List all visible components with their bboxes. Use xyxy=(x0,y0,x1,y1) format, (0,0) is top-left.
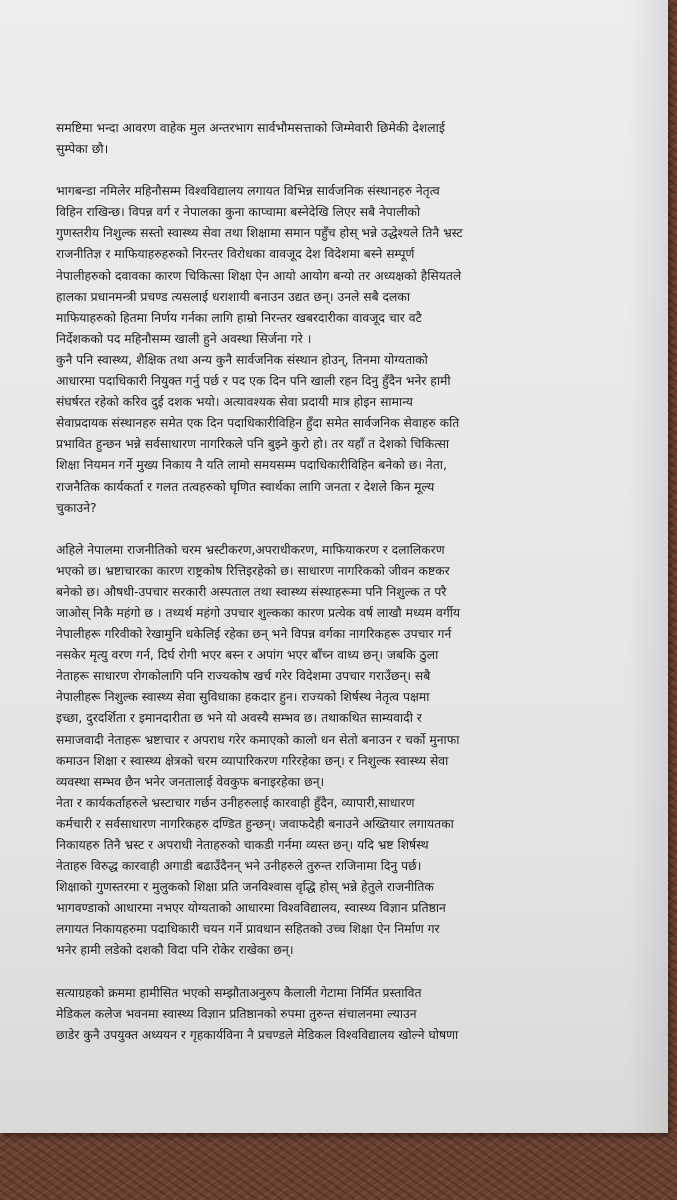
paragraph-gap xyxy=(56,519,638,540)
paragraph-3 xyxy=(56,540,638,962)
text-line: सुम्पेका छौ। xyxy=(56,142,109,157)
text-line: भागबन्डा नमिलेर महिनौसम्म विश्वविद्यालय लगायत विभिन्न सार्वजनिक संस्थानहरु नेतृत्व xyxy=(56,184,440,199)
text-line: हालका प्रधानमन्त्री प्रचण्ड त्यसलाई धराशायी बनाउन उद्यत छन्। उनले सबै दलका xyxy=(56,289,411,304)
text-line: भनेर हामी लडेको दशकौ विदा पनि रोकेर राखेका छन्। xyxy=(56,943,294,958)
text-line: शिक्षा नियमन गर्ने मुख्य निकाय नै यति लामो समयसम्म पदाधिकारीविहिन बनेको छ। नेता, xyxy=(56,458,447,473)
text-line: मेडिकल कलेज भवनमा स्वास्थ्य विज्ञान प्रतिष्ठानको रुपमा तुरुन्त संचालनमा ल्याउन xyxy=(56,1006,417,1021)
text-line: व्यवस्था सम्भव छैन भनेर जनतालाई वेवकुफ बनाइरहेका छन्। xyxy=(56,774,325,789)
text-line: नेताहरू साधारण रोगकोलागि पनि राज्यकोष खर्च गरेर विदेशमा उपचार गराउँछन्। सबै xyxy=(56,669,431,684)
text-line: चुकाउने? xyxy=(56,500,97,515)
text-line: नसकेर मृत्यु वरण गर्न, दिर्घ रोगी भएर बस्न र अपांग भएर बाँच्न वाध्य छन्। जबकि ठुला xyxy=(56,648,439,663)
paragraph-gap xyxy=(56,160,638,181)
text-line: विहिन राखिन्छ। विपन्न वर्ग र नेपालका कुना काप्चामा बस्नेदेखि लिएर सबै नेपालीको xyxy=(56,205,421,220)
text-line: माफियाहरुको हितमा निर्णय गर्नका लागि हाम्रो निरन्तर खबरदारीका वावजूद चार वटै xyxy=(56,310,422,325)
text-line: सेवाप्रदायक संस्थानहरु समेत एक दिन पदाधिकारीविहिन हुँदा समेत सार्वजनिक सेवाहरु कति xyxy=(56,416,460,431)
text-line: नेता र कार्यकर्ताहरुले भ्रस्टाचार गर्छन उनीहरुलाई कारवाही हुँदैन, व्यापारी,साधारण xyxy=(56,795,415,810)
text-line: संघर्षरत रहेको करिव दुई दशक भयो। अत्यावश्यक सेवा प्रदायी मात्र होइन सामान्य xyxy=(56,395,413,410)
text-line: राजनीतिज्ञ र माफियाहरुहरुको निरन्तर विरोधका वावजूद देश विदेशमा बस्ने सम्पूर्ण xyxy=(56,247,415,262)
text-line: राजनैतिक कार्यकर्ता र गलत तत्वहरुको घृणित स्वार्थका लागि जनता र देशले किन मूल्य xyxy=(56,479,435,494)
text-line: जाओस् निकै महंगो छ । तथ्यर्थ महंगो उपचार शुल्कका कारण प्रत्येक वर्ष लाखौ मध्यम वर्गीय xyxy=(56,605,461,620)
text-line: निर्देशकको पद महिनौसम्म खाली हुने अवस्था सिर्जना गरे । xyxy=(56,331,312,346)
text-line: लगायत निकायहरुमा पदाधिकारी चयन गर्ने प्रावधान सहितको उच्च शिक्षा ऐन निर्माण गर xyxy=(56,922,440,937)
text-line: भागवण्डाको आधारमा नभएर योग्यताको आधारमा विश्वविद्यालय, स्वास्थ्य विज्ञान प्रतिष्ठान xyxy=(56,901,446,916)
text-line: समाजवादी नेताहरू भ्रष्टाचार र अपराध गरेर कमाएको कालो धन सेतो बनाउन र चर्को मुनाफा xyxy=(56,732,460,747)
paragraph-4 xyxy=(56,983,638,1046)
text-line: नेपालीहरू निशुल्क स्वास्थ्य सेवा सुविधाका हकदार हुन। राज्यको शिर्षस्थ नेतृत्व पक्षमा xyxy=(56,690,430,705)
text-line: शिक्षाको गुणस्तरमा र मुलुकको शिक्षा प्रति जनविश्वास वृद्धि होस् भन्ने हेतुले राजनीतिक xyxy=(56,880,434,895)
document-body xyxy=(56,118,638,1046)
text-line: प्रभावित हुन्छन भन्ने सर्वसाधारण नागरिकले पनि बुझ्ने कुरो हो। तर यहाँ त देशको चिकित्सा xyxy=(56,437,450,452)
paragraph-1 xyxy=(56,118,638,160)
text-line: सत्याग्रहको क्रममा हामीसित भएको सम्झौताअनुरुप कैलाली गेटामा निर्मित प्रस्तावित xyxy=(56,985,422,1000)
text-line: समष्टिमा भन्दा आवरण वाहेक मुल अन्तरभाग सार्वभौमसत्ताको जिम्मेवारी छिमेकी देशलाई xyxy=(56,121,445,135)
paragraph-2 xyxy=(56,181,638,519)
text-line: छाडेर कुनै उपयुक्त अध्ययन र गृहकार्यविना नै प्रचण्डले मेडिकल विश्वविद्यालय खोल्ने घोषणा xyxy=(56,1027,459,1042)
text-line: नेताहरु विरुद्ध कारवाही अगाडी बढाउँदैनन् भने उनीहरुले तुरुन्त राजिनामा दिनु पर्छ। xyxy=(56,859,422,874)
text-line: इच्छा, दुरदर्शिता र इमानदारीता छ भने यो अवस्यै सम्भव छ। तथाकथित साम्यवादी र xyxy=(56,711,422,726)
text-line: कर्मचारी र सर्वसाधारण नागरिकहरु दण्डित हुन्छन्। जवाफदेही बनाउने अख्तियार लगायतका xyxy=(56,816,454,831)
text-line: कमाउन शिक्षा र स्वास्थ्य क्षेत्रको चरम व्यापारिकरण गरिरहेका छन्। र निशुल्क स्वास्थ्य सेवा xyxy=(56,753,449,768)
text-line: भएको छ। भ्रष्टाचारका कारण राष्ट्रकोष रित्तिइरहेको छ। साधारण नागरिकको जीवन कष्टकर xyxy=(56,563,450,578)
text-line: गुणस्तरीय निशुल्क सस्तो स्वास्थ्य सेवा तथा शिक्षामा समान पहुँच होस् भन्ने उद्धेश्यले तिनै भ्रस्ट xyxy=(56,226,463,241)
text-line: निकायहरु तिनै भ्रस्ट र अपराधी नेताहरुको चाकडी गर्नमा व्यस्त छन्। यदि भ्रष्ट शिर्षस्थ xyxy=(56,838,429,852)
paragraph-gap xyxy=(56,962,638,983)
text-line: बनेको छ। औषधी-उपचार सरकारी अस्पताल तथा स्वास्थ्य संस्थाहरूमा पनि निशुल्क त परै xyxy=(56,584,447,599)
text-line: अहिले नेपालमा राजनीतिको चरम भ्रस्टीकरण,अपराधीकरण, माफियाकरण र दलालिकरण xyxy=(56,542,445,557)
text-line: नेपालीहरू गरिवीको रेखामुनि धकेलिई रहेका छन् भने विपन्न वर्गका नागरिकहरू उपचार गर्न xyxy=(56,627,452,642)
text-line: कुनै पनि स्वास्थ्य, शैक्षिक तथा अन्य कुनै सार्वजनिक संस्थान होउन्, तिनमा योग्यताको xyxy=(56,352,428,367)
text-line: आधारमा पदाधिकारी नियुक्त गर्नु पर्छ र पद एक दिन पनि खाली रहन दिनु हुँदैन भनेर हामी xyxy=(56,374,451,389)
text-line: नेपालीहरुको दवावका कारण चिकित्सा शिक्षा ऐन आयो आयोग बन्यो तर अध्यक्षको हैसियतले xyxy=(56,268,462,283)
